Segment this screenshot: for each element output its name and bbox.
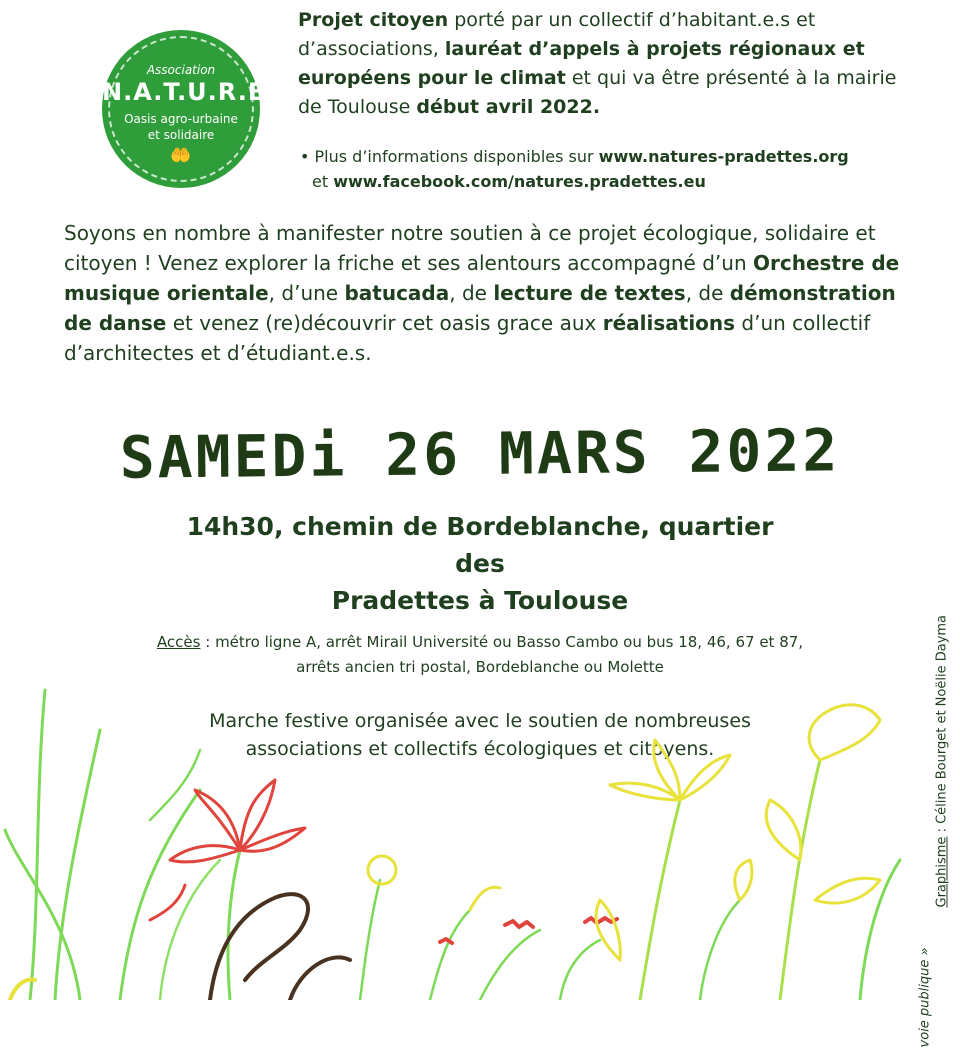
march-line-2: associations et collectifs écologiques et citoyens.: [245, 738, 715, 760]
event-date: SAMEDi 26 MARS 2022: [119, 416, 841, 492]
body-bold-orchestra: Orchestre de musique orientale: [64, 251, 900, 305]
body-text-2: , d’une: [268, 281, 345, 305]
logo-tagline-1: Oasis agro-urbaine: [124, 112, 238, 126]
association-logo: [102, 30, 294, 188]
march-line-1: Marche festive organisée avec le soutien de nombreuses: [209, 710, 751, 732]
hands-plant-icon: 🤲: [170, 146, 192, 166]
body-text-5: et venez (re)découvrir cet oasis grace aux: [166, 311, 603, 335]
logo-association-label: Association: [146, 63, 216, 77]
cut-off-text: voie publique »: [917, 947, 933, 1048]
event-place: [180, 508, 780, 619]
more-info: [300, 144, 920, 194]
logo-name: N.A.T.U.R.E.S: [102, 78, 294, 106]
credit-label: Graphisme: [934, 836, 950, 908]
body-text-1: Soyons en nombre à manifester notre soutien à ce projet écologique, solidaire et citoyen ! Venez explorer la friche et ses alentours accompagné d’un: [64, 221, 876, 275]
access-line-1: : métro ligne A, arrêt Mirail Université ou Basso Cambo ou bus 18, 46, 67 et 87,: [200, 633, 804, 651]
plant-illustration: [0, 660, 920, 1000]
body-bold-dance: démonstration de danse: [64, 281, 896, 335]
facebook-link[interactable]: www.facebook.com/natures.pradettes.eu: [333, 172, 706, 191]
credit-names: : Céline Bourget et Noëlie Dayma: [934, 614, 950, 837]
intro-text-1: porté par un collectif d’habitant.e.s et d’associations,: [298, 9, 816, 60]
body-text-6: d’un collectif d’architectes et d’étudiant.e.s.: [64, 311, 871, 365]
body-bold-batucada: batucada: [344, 281, 450, 305]
access-line-2: arrêts ancien tri postal, Bordeblanche ou Molette: [296, 658, 664, 676]
access-label: Accès: [156, 633, 201, 651]
event-place-line-1: 14h30, chemin de Bordeblanche, quartier des: [186, 512, 774, 578]
body-text-3: , de: [449, 281, 494, 305]
intro-text-2: et qui va être présenté à la mairie de Toulouse: [298, 67, 897, 118]
graphic-credit: [934, 614, 950, 908]
logo-tagline-2: et solidaire: [147, 128, 215, 142]
website-link[interactable]: www.natures-pradettes.org: [598, 147, 849, 166]
intro-bold-2: lauréat d’appels à projets régionaux et européens pour le climat: [298, 38, 865, 89]
body-bold-reading: lecture de textes: [493, 281, 686, 305]
body-bold-realisations: réalisations: [602, 311, 736, 335]
intro-bold-1: Projet citoyen: [298, 9, 449, 31]
info-prefix: • Plus d’informations disponibles sur: [300, 147, 599, 166]
intro-bold-3: début avril 2022.: [416, 96, 601, 118]
info-and: et: [312, 172, 334, 191]
event-place-line-2: Pradettes à Toulouse: [331, 586, 629, 615]
intro-paragraph: [298, 6, 918, 122]
body-paragraph: [64, 218, 924, 368]
body-text-4: , de: [685, 281, 730, 305]
